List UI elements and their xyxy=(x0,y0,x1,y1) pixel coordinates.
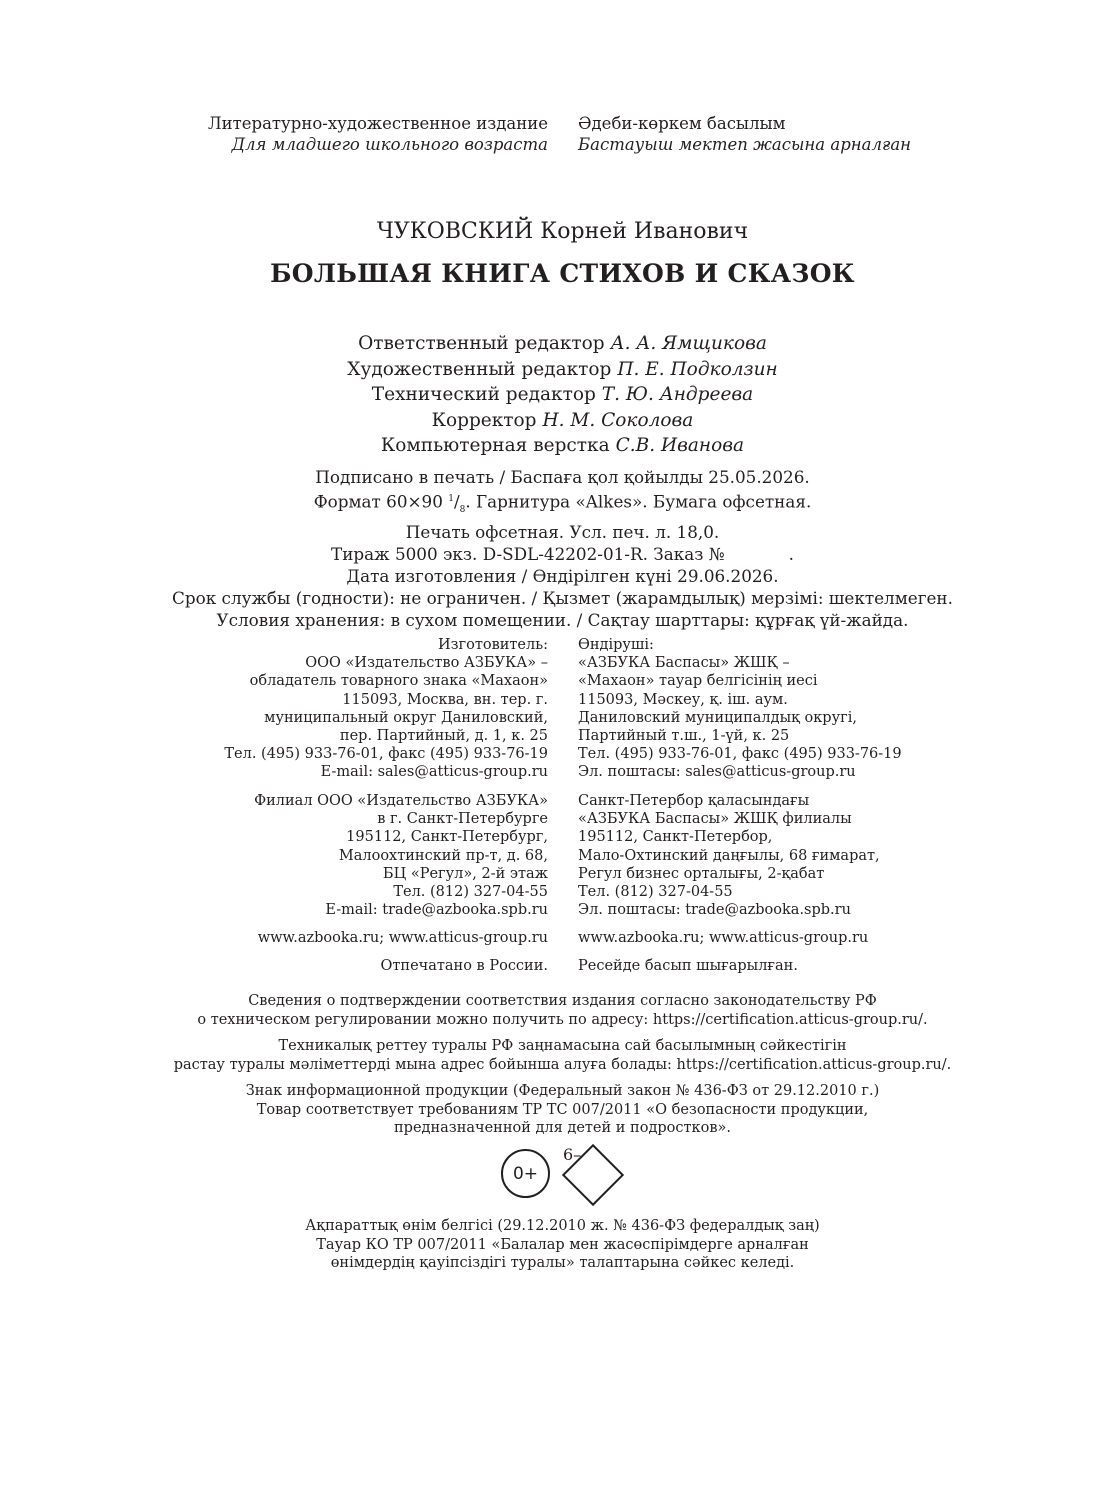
branch-kz-line: Тел. (812) 327-04-55 xyxy=(578,884,733,901)
certification-ru-line: о техническом регулировании можно получить по адресу: https://certification.atticus-group.ru/. xyxy=(197,1011,928,1028)
manufacturer-ru-line: ООО «Издательство АЗБУКА» – xyxy=(305,655,548,672)
credit-line xyxy=(0,331,1100,357)
certification-ru-line: Сведения о подтверждении соответствия издания согласно законодательству РФ xyxy=(248,993,877,1009)
manufacturer-kz-line: 115093, Мәскеу, қ. іш. аум. xyxy=(578,691,788,708)
manufacturer-kz-email: Эл. поштасы: sales@atticus-group.ru xyxy=(578,764,856,781)
branch-kz-email: Эл. поштасы: trade@azbooka.spb.ru xyxy=(578,902,851,919)
certification-kz-line: Техникалық реттеу туралы РФ заңнамасына сай басылымның сәйкестігін xyxy=(278,1038,847,1054)
print-info xyxy=(0,466,1100,631)
manufacturer-ru-line: муниципальный округ Даниловский, xyxy=(264,709,548,726)
author-first-name: Корней Иванович xyxy=(540,219,749,244)
credit-name: П. Е. Подколзин xyxy=(617,358,778,380)
branch-kz-line: «АЗБУКА Баспасы» ЖШҚ филиалы xyxy=(578,811,852,828)
credits xyxy=(0,331,1100,459)
credit-line xyxy=(0,357,1100,383)
law-kz-line: Ақпараттық өнім белгісі (29.12.2010 ж. № 436-ФЗ федералдық заң) xyxy=(305,1218,820,1234)
printing-line: Печать офсетная. Усл. печ. л. 18,0. xyxy=(405,521,720,542)
age-rating-0-label: 0+ xyxy=(512,1163,539,1184)
manufacturer-ru-email: E-mail: sales@atticus-group.ru xyxy=(320,764,548,781)
printed-in-kz: Ресейде басып шығарылған. xyxy=(578,958,798,974)
branch-kz-line: 195112, Санкт-Петербор, xyxy=(578,829,773,846)
law-ru-line: предназначенной для детей и подростков». xyxy=(394,1120,731,1136)
branch-kz-line: Регул бизнес орталығы, 2-қабат xyxy=(578,865,825,882)
age-rating-6-label: 6– xyxy=(563,1145,582,1164)
manufacturer-ru-line: Тел. (495) 933-76-01, факс (495) 933-76-19 xyxy=(224,746,548,763)
branch-ru-line: Тел. (812) 327-04-55 xyxy=(393,884,548,901)
branch-ru-email: E-mail: trade@azbooka.spb.ru xyxy=(325,902,548,919)
certification-ru xyxy=(0,992,1100,1029)
header-kz xyxy=(578,113,911,155)
certification-kz-line: растау туралы мәліметтерді мына адрес бойынша алуға болады: https://certification.atticus-group.ru/. xyxy=(173,1056,952,1073)
manufacturer-kz-line: «Махаон» тауар белгісінің иесі xyxy=(578,673,818,690)
law-kz-line: Тауар КО ТР 007/2011 «Балалар мен жасөспірімдерге арналған xyxy=(316,1236,809,1253)
branch-kz xyxy=(578,792,880,919)
credit-role: Ответственный редактор xyxy=(358,333,605,354)
websites-ru: www.azbooka.ru; www.atticus-group.ru xyxy=(257,930,548,946)
signed-line: Подписано в печать / Баспаға қол қойылды 25.05.2026. xyxy=(315,467,810,487)
age-rating-6-badge xyxy=(563,1145,621,1203)
header-ru xyxy=(208,113,548,155)
law-kz-line: өнімдердің қауіпсіздігі туралы» талаптарына сәйкес келеді. xyxy=(330,1255,795,1271)
branch-ru-line: Малоохтинский пр-т, д. 68, xyxy=(338,847,548,864)
format-text: Формат 60×90 xyxy=(313,491,443,512)
manufacturer-kz-line: «АЗБУКА Баспасы» ЖШҚ – xyxy=(578,655,790,672)
credit-role: Компьютерная верстка xyxy=(380,435,610,456)
format-text-2: . Гарнитура «Alkes». Бумага офсетная. xyxy=(465,491,812,512)
branch-ru xyxy=(254,792,548,919)
service-line: Срок службы (годности): не ограничен. / Қызмет (жарамдылық) мерзімі: шектелмеген. xyxy=(172,587,953,608)
manufacturer-kz-line: Тел. (495) 933-76-01, факс (495) 933-76-19 xyxy=(578,746,902,763)
manufacturer-ru-line: пер. Партийный, д. 1, к. 25 xyxy=(339,728,548,745)
author-last-name: ЧУКОВСКИЙ xyxy=(376,219,534,244)
edition-type-ru: Литературно-художественное издание xyxy=(207,114,548,133)
made-line: Дата изготовления / Өндірілген күні 29.06.2026. xyxy=(346,565,779,586)
format-sup: 1 xyxy=(448,494,454,504)
credit-line xyxy=(0,433,1100,459)
manufacturer-ru-line: 115093, Москва, вн. тер. г. xyxy=(342,691,548,708)
law-ru-line: Товар соответствует требованиям ТР ТС 007/2011 «О безопасности продукции, xyxy=(256,1101,869,1118)
credit-role: Технический редактор xyxy=(371,384,596,405)
law-ru-line: Знак информационной продукции (Федеральный закон № 436-ФЗ от 29.12.2010 г.) xyxy=(245,1083,880,1099)
branch-ru-line: в г. Санкт-Петербурге xyxy=(377,811,548,828)
manufacturer-ru-line: Изготовитель: xyxy=(437,637,548,653)
manufacturer-kz xyxy=(578,636,902,782)
edition-type-kz: Әдеби-көркем басылым xyxy=(578,114,786,133)
websites-kz: www.azbooka.ru; www.atticus-group.ru xyxy=(578,930,869,946)
credit-role: Художественный редактор xyxy=(347,358,612,380)
format-line: Формат 60×90 $^1/_8$. Гарнитура «Alkes». Бумага офсетная. xyxy=(313,491,812,515)
credit-role: Корректор xyxy=(431,409,537,431)
book-title: БОЛЬШАЯ КНИГА СТИХОВ И СКАЗОК xyxy=(270,259,855,288)
author xyxy=(0,219,1100,244)
branch-kz-line: Санкт-Петербор қаласындағы xyxy=(578,793,810,809)
credit-line xyxy=(0,382,1100,408)
law-kz xyxy=(0,1217,1100,1273)
credit-line xyxy=(0,408,1100,434)
format-sub: 8 xyxy=(459,504,466,515)
law-ru xyxy=(0,1082,1100,1138)
credit-name: А. А. Ямщикова xyxy=(610,333,767,354)
manufacturer-kz-line: Өндіруші: xyxy=(578,637,654,653)
certification-kz xyxy=(0,1037,1100,1074)
printed-in-ru: Отпечатано в России. xyxy=(380,958,548,974)
branch-ru-line: БЦ «Регул», 2-й этаж xyxy=(382,865,548,882)
branch-ru-line: Филиал ООО «Издательство АЗБУКА» xyxy=(254,793,548,809)
manufacturer-ru-line: обладатель товарного знака «Махаон» xyxy=(249,673,548,690)
age-group-kz: Бастауыш мектеп жасына арналған xyxy=(578,135,912,154)
credit-name: Н. М. Соколова xyxy=(542,409,694,431)
branch-ru-line: 195112, Санкт-Петербург, xyxy=(346,829,548,846)
credit-name: Т. Ю. Андреева xyxy=(601,384,754,405)
age-rating-0-badge xyxy=(501,1149,550,1198)
credit-name: С.В. Иванова xyxy=(615,435,745,456)
branch-kz-line: Мало-Охтинский даңғылы, 68 ғимарат, xyxy=(578,847,880,864)
storage-line: Условия хранения: в сухом помещении. / Сақтау шарттары: құрғақ үй-жайда. xyxy=(216,609,909,630)
manufacturer-kz-line: Даниловский муниципалдық округі, xyxy=(578,709,857,726)
manufacturer-ru xyxy=(224,636,548,782)
run-line: Тираж 5000 экз. D-SDL-42202-01-R. Заказ № . xyxy=(331,543,794,564)
manufacturer-kz-line: Партийный т.ш., 1-үй, к. 25 xyxy=(578,728,790,745)
age-group-ru: Для младшего школьного возраста xyxy=(231,135,548,154)
